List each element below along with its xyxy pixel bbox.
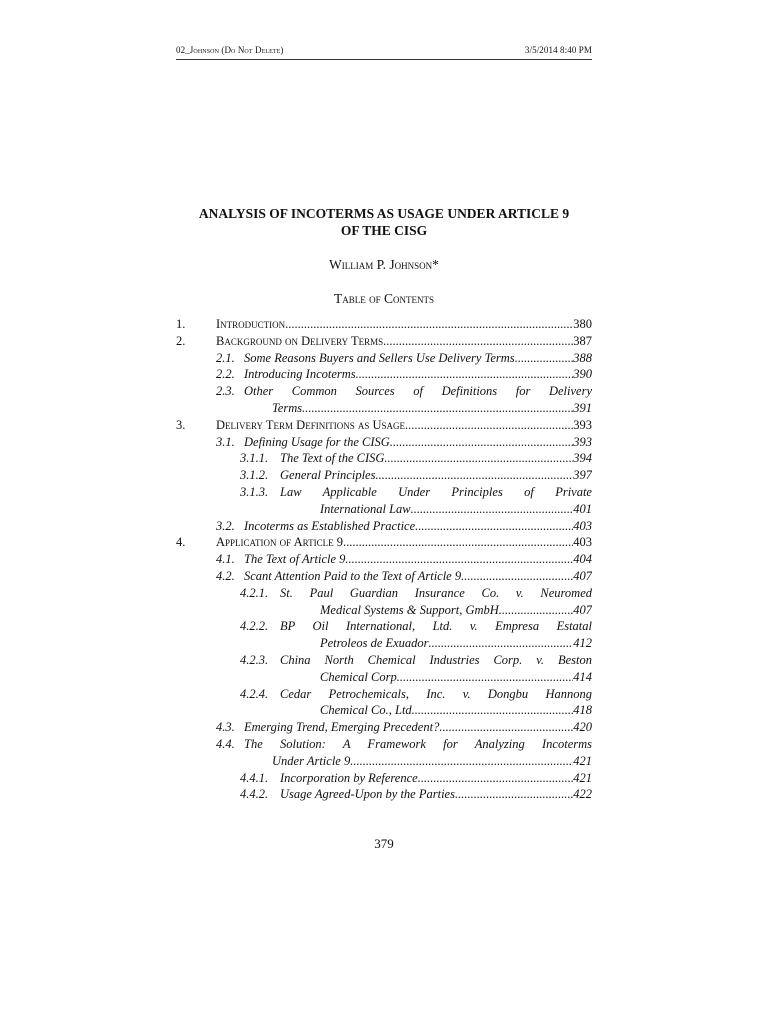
- toc-row: [176, 383, 592, 400]
- toc-entry-text: Emerging Trend, Emerging Precedent?: [244, 720, 440, 735]
- header-rule: [176, 59, 592, 60]
- toc-row: [176, 736, 592, 753]
- toc-section-number: 4.2.4.: [240, 686, 269, 701]
- toc-row: [176, 434, 592, 451]
- toc-entry[interactable]: [244, 568, 592, 585]
- toc-entry[interactable]: [320, 635, 592, 652]
- toc-page-number: 397: [573, 468, 592, 483]
- toc-section-number: 3.1.: [216, 434, 235, 449]
- toc-entry[interactable]: [272, 400, 592, 417]
- toc-section-number: 2.2.: [216, 367, 235, 382]
- toc-entry-text: The Text of Article 9: [244, 552, 346, 567]
- toc-section-number: 2.: [176, 333, 186, 348]
- toc-row: [176, 333, 592, 350]
- toc-row: [176, 669, 592, 686]
- toc-entry-text: Other Common Sources of Definitions for Delivery: [244, 384, 592, 399]
- toc-page-number: 420: [573, 720, 592, 735]
- dot-leader: [345, 551, 573, 568]
- toc-section-number: 4.3.: [216, 720, 235, 735]
- toc-section-number: 4.4.1.: [240, 770, 269, 785]
- toc-section-number: 4.4.2.: [240, 787, 269, 802]
- toc-row: [176, 702, 592, 719]
- toc-entry[interactable]: [280, 484, 592, 501]
- toc-section-number: 4.: [176, 535, 186, 550]
- toc-row: [176, 501, 592, 518]
- toc-section-number: 4.4.: [216, 736, 235, 751]
- author-name: William P. Johnson*: [329, 257, 439, 272]
- dot-leader: [415, 518, 573, 535]
- toc-row: [176, 585, 592, 602]
- toc-section-number: 4.2.3.: [240, 652, 269, 667]
- toc-entry-text: Incoterms as Established Practice: [244, 518, 416, 533]
- toc-entry[interactable]: [280, 652, 592, 669]
- toc-row: [176, 686, 592, 703]
- toc-row: [176, 753, 592, 770]
- article-title: [176, 205, 592, 239]
- toc-entry-text: General Principles: [280, 468, 376, 483]
- toc-entry[interactable]: [244, 719, 592, 736]
- toc-page-number: 421: [573, 770, 592, 785]
- toc-row: [176, 618, 592, 635]
- toc-page-number: 404: [573, 552, 592, 567]
- toc-row: [176, 450, 592, 467]
- toc-row: [176, 518, 592, 535]
- dot-leader: [343, 534, 573, 551]
- toc-entry[interactable]: [320, 669, 592, 686]
- toc-entry-text: Introducing Incoterms: [244, 367, 356, 382]
- toc-entry[interactable]: [244, 551, 592, 568]
- toc-entry[interactable]: [280, 786, 592, 803]
- toc-section-number: 2.1.: [216, 350, 235, 365]
- dot-leader: [439, 719, 573, 736]
- dot-leader: [415, 702, 573, 719]
- toc-entry[interactable]: [280, 585, 592, 602]
- dot-leader: [455, 786, 573, 803]
- toc-entry-text: Chemical Corp.: [320, 669, 400, 684]
- toc-entry-text: The Text of the CISG: [280, 451, 385, 466]
- toc-entry[interactable]: [216, 417, 592, 434]
- toc-entry-text: BP Oil International, Ltd. v. Empresa Estatal: [280, 619, 592, 634]
- toc-entry-text: Law Applicable Under Principles of Private: [280, 484, 592, 499]
- header-left: 02_Johnson (Do Not Delete): [176, 45, 284, 55]
- toc-heading: Table of Contents: [334, 291, 434, 306]
- toc-entry[interactable]: [280, 686, 592, 703]
- toc-section-number: 4.1.: [216, 552, 235, 567]
- toc-entry[interactable]: [280, 618, 592, 635]
- dot-leader: [285, 316, 573, 333]
- toc-page-number: 421: [573, 753, 592, 768]
- running-header: [176, 45, 592, 59]
- toc-page-number: 393: [573, 417, 592, 432]
- toc-row: [176, 635, 592, 652]
- toc-entry-text: Delivery Term Definitions as Usage: [216, 417, 405, 432]
- table-of-contents: [176, 316, 592, 803]
- page-number: 379: [374, 836, 394, 851]
- toc-page-number: 390: [573, 367, 592, 382]
- dot-leader: [405, 417, 573, 434]
- toc-section-number: 1.: [176, 317, 186, 331]
- dot-leader: [400, 669, 573, 686]
- toc-row: [176, 484, 592, 501]
- toc-entry[interactable]: [280, 467, 592, 484]
- toc-entry[interactable]: [216, 316, 592, 333]
- toc-row: [176, 366, 592, 383]
- toc-section-number: 4.2.2.: [240, 619, 269, 634]
- dot-leader: [461, 568, 573, 585]
- toc-row: [176, 568, 592, 585]
- toc-page-number: 418: [573, 703, 592, 718]
- toc-entry-text: Medical Systems & Support, GmbH: [320, 602, 499, 617]
- toc-row: [176, 770, 592, 787]
- toc-entry-text: Background on Delivery Terms: [216, 333, 384, 348]
- toc-section-number: 2.3.: [216, 384, 235, 399]
- toc-section-number: 3.1.2.: [240, 468, 269, 483]
- header-right: 3/5/2014 8:40 PM: [524, 45, 592, 55]
- toc-page-number: 393: [573, 434, 592, 449]
- toc-entry[interactable]: [280, 450, 592, 467]
- toc-page-number: 403: [573, 518, 592, 533]
- toc-entry[interactable]: [272, 753, 592, 770]
- dot-leader: [383, 333, 573, 350]
- dot-leader: [429, 635, 574, 652]
- toc-entry[interactable]: [216, 333, 592, 350]
- dot-leader: [515, 350, 574, 367]
- toc-entry[interactable]: [244, 518, 592, 535]
- toc-entry-text: Terms: [272, 400, 303, 415]
- toc-entry-text: Introduction: [216, 317, 286, 331]
- toc-entry-text: Scant Attention Paid to the Text of Article 9: [244, 568, 462, 583]
- toc-row: [176, 719, 592, 736]
- dot-leader: [390, 434, 573, 451]
- toc-entry-text: St. Paul Guardian Insurance Co. v. Neuromed: [280, 585, 592, 600]
- dot-leader: [384, 450, 573, 467]
- toc-row: [176, 467, 592, 484]
- toc-row: [176, 316, 592, 333]
- toc-page-number: 380: [573, 317, 592, 331]
- toc-page-number: 401: [573, 501, 592, 516]
- dot-leader: [356, 366, 574, 383]
- dot-leader: [411, 501, 574, 518]
- dot-leader: [418, 770, 574, 787]
- toc-entry[interactable]: [280, 770, 592, 787]
- toc-entry[interactable]: [244, 366, 592, 383]
- toc-entry-text: Application of Article 9: [216, 535, 343, 550]
- toc-section-number: 4.2.: [216, 568, 235, 583]
- toc-section-number: 3.1.1.: [240, 451, 269, 466]
- title-line-1: ANALYSIS OF INCOTERMS AS USAGE UNDER ARTICLE 9: [198, 206, 570, 221]
- toc-page-number: 403: [573, 535, 592, 550]
- toc-entry-text: Cedar Petrochemicals, Inc. v. Dongbu Hannong: [280, 686, 592, 701]
- toc-page-number: 394: [573, 451, 592, 466]
- toc-row: [176, 602, 592, 619]
- toc-entry-text: China North Chemical Industries Corp. v. Beston: [280, 652, 592, 667]
- toc-row: [176, 786, 592, 803]
- dot-leader: [350, 753, 573, 770]
- toc-row: [176, 417, 592, 434]
- toc-entry-text: Usage Agreed-Upon by the Parties: [280, 787, 455, 802]
- title-line-2: OF THE CISG: [340, 223, 428, 238]
- toc-entry[interactable]: [244, 350, 592, 367]
- toc-entry[interactable]: [320, 702, 592, 719]
- toc-section-number: 4.2.1.: [240, 585, 269, 600]
- toc-row: [176, 534, 592, 551]
- toc-section-number: 3.: [176, 417, 186, 432]
- toc-row: [176, 350, 592, 367]
- toc-page-number: 407: [573, 568, 592, 583]
- toc-row: [176, 551, 592, 568]
- toc-entry-text: International Law: [320, 501, 411, 516]
- toc-entry-text: The Solution: A Framework for Analyzing Incoterms: [244, 736, 592, 751]
- toc-page-number: 412: [573, 636, 592, 651]
- toc-entry-text: Incorporation by Reference: [280, 770, 418, 785]
- toc-page-number: 388: [573, 350, 592, 365]
- toc-page-number: 391: [573, 400, 592, 415]
- toc-entry-text: Defining Usage for the CISG: [244, 434, 390, 449]
- toc-entry[interactable]: [244, 736, 592, 753]
- toc-entry[interactable]: [216, 534, 592, 551]
- toc-page-number: 414: [573, 669, 592, 684]
- toc-entry-text: Petroleos de Exuador: [320, 636, 429, 651]
- toc-entry[interactable]: [244, 434, 592, 451]
- dot-leader: [375, 467, 573, 484]
- dot-leader: [499, 602, 573, 619]
- toc-section-number: 3.2.: [216, 518, 235, 533]
- toc-entry[interactable]: [320, 602, 592, 619]
- toc-entry-text: Chemical Co., Ltd.: [320, 703, 415, 718]
- toc-section-number: 3.1.3.: [240, 484, 269, 499]
- toc-entry-text: Some Reasons Buyers and Sellers Use Delivery Terms: [244, 350, 515, 365]
- toc-page-number: 407: [573, 602, 592, 617]
- dot-leader: [302, 400, 573, 417]
- toc-row: [176, 400, 592, 417]
- toc-entry-text: Under Article 9: [272, 753, 351, 768]
- toc-entry[interactable]: [244, 383, 592, 400]
- toc-entry[interactable]: [320, 501, 592, 518]
- toc-row: [176, 652, 592, 669]
- toc-page-number: 387: [573, 333, 592, 348]
- toc-page-number: 422: [573, 787, 592, 802]
